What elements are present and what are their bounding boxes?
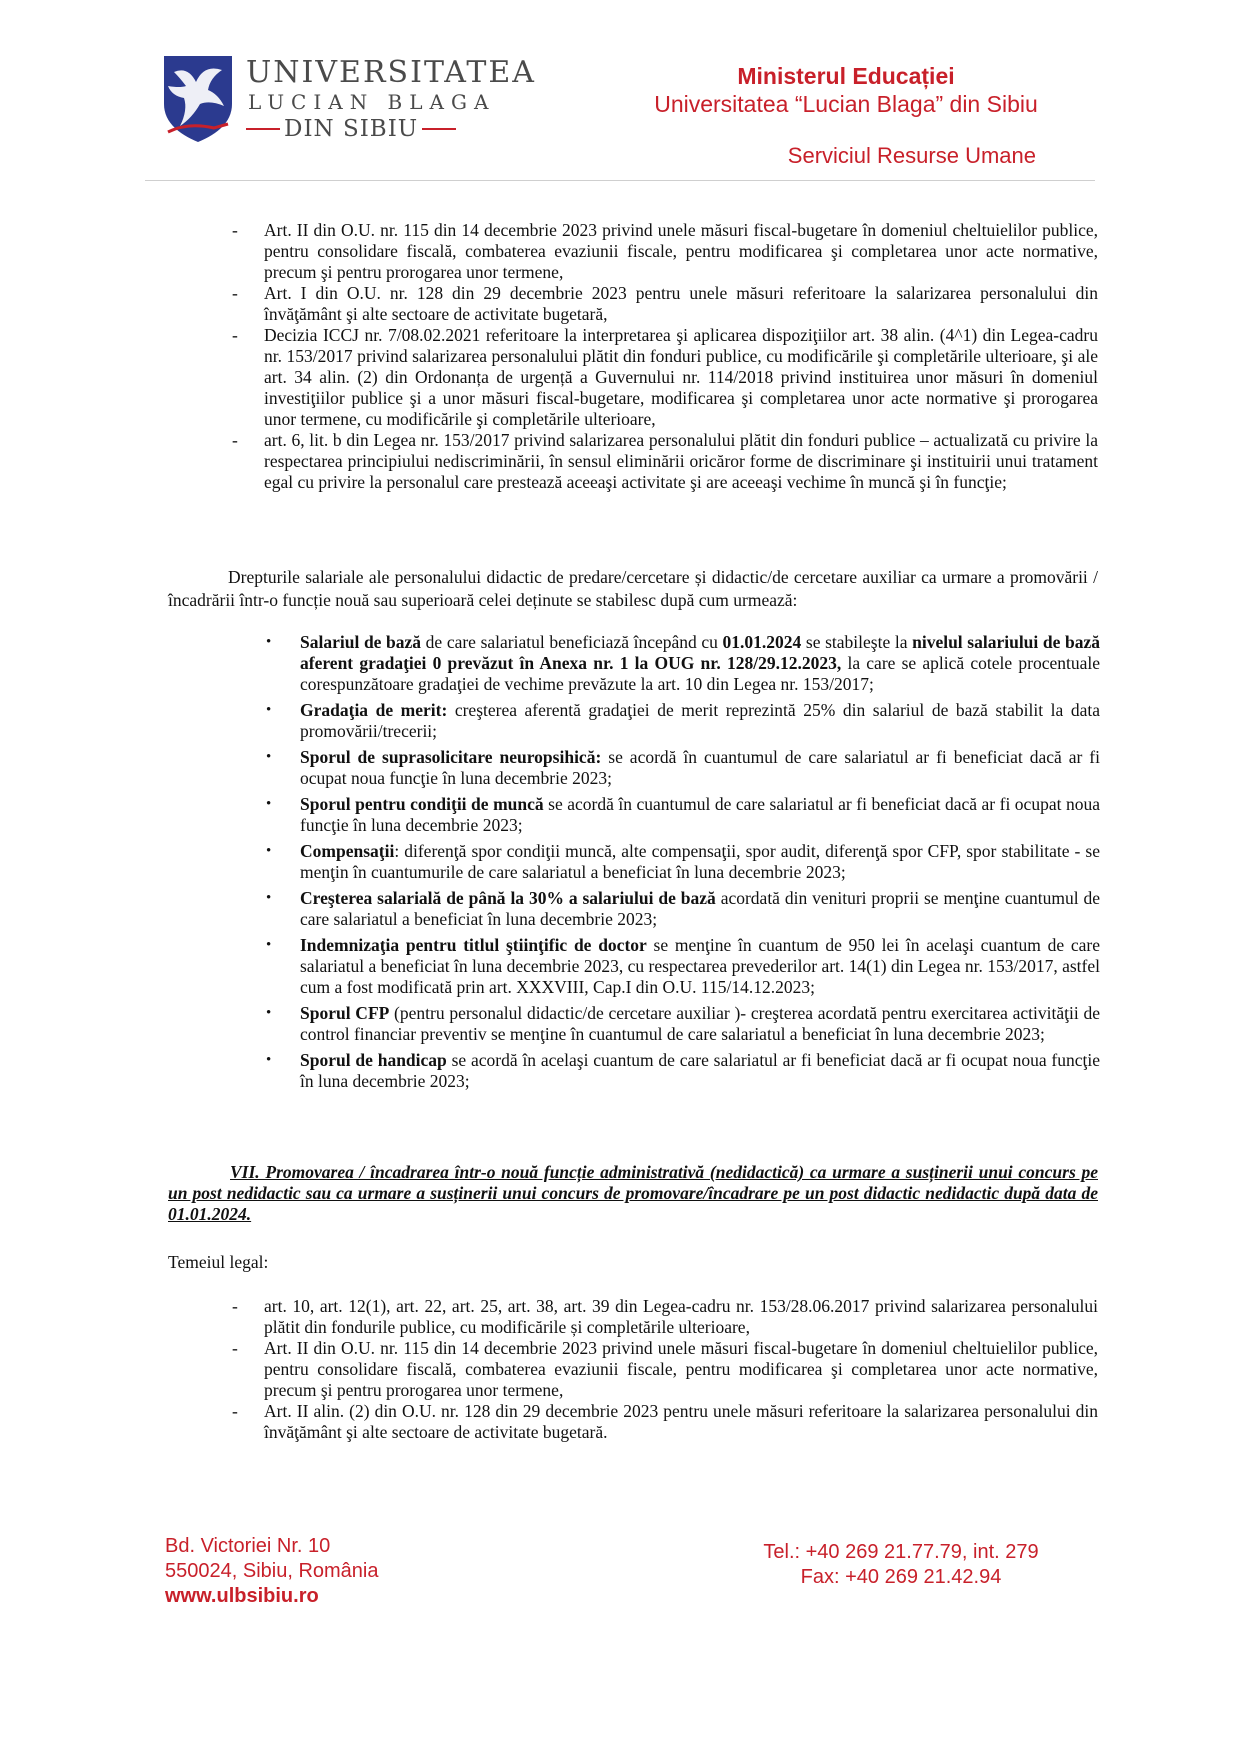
bullet-text: de care salariatul beneficiază începând cu — [421, 632, 723, 652]
department-name: Serviciul Resurse Umane — [787, 143, 1036, 168]
list-item: - Art. I din O.U. nr. 128 din 29 decembrie 2023 pentru unele măsuri referitoare la salarizarea personalului din învăţământ şi alte sectoare de activitate bugetară, — [228, 283, 1098, 325]
list-item — [300, 794, 1100, 836]
bottom-legal-list — [228, 1296, 1098, 1443]
footer-contact — [701, 1540, 1101, 1590]
list-item: - Art. II din O.U. nr. 115 din 14 decembrie 2023 privind unele măsuri fiscal-bugetare în domeniul cheltuielilor publice, pentru consolidare fiscală, combaterea evaziunii fiscale, pentru modificarea şi completarea unor acte normative, precum şi pentru prorogarea unor termene, — [228, 220, 1098, 283]
ministry-title: Ministerul Educației — [737, 63, 955, 89]
bullet-text: creşterea aferentă gradaţiei de merit reprezintă 25% din salariul de bază stabilit la data promovării/trecerii; — [300, 700, 1100, 741]
bullet-bold: Salariul de bază — [300, 632, 422, 652]
bullet-bold: 01.01.2024 — [722, 632, 802, 652]
list-item — [300, 747, 1100, 789]
ministry-header — [586, 62, 1106, 118]
logo-rule-left — [246, 128, 280, 130]
list-item — [300, 1003, 1100, 1045]
logo-rule-right — [422, 128, 456, 130]
logo-line-2: LUCIAN BLAGA — [248, 90, 496, 114]
bullet-text: se acordă în cuantumul de care salariatul ar fi beneficiat dacă ar fi ocupat noua funcţie în luna decembrie 2023; — [300, 747, 1100, 788]
list-item: - Decizia ICCJ nr. 7/08.02.2021 referitoare la interpretarea şi aplicarea dispoziţiilor art. 38 alin. (4^1) din Legea-cadru nr. 153/2017 privind salarizarea personalului plătit din fonduri publice, cu modificările şi completările ulterioare, şi ale art. 34 alin. (2) din Ordonanța de urgență a Guvernului nr. 114/2018 privind instituirea unor măsuri în domeniul investiţiilor publice şi a unor măsuri fiscal-bugetare, modificarea şi completarea unor acte normative şi prorogarea unor termene, cu modificările şi completările ulterioare, — [228, 325, 1098, 430]
list-item — [300, 700, 1100, 742]
intro-paragraph: Drepturile salariale ale personalului didactic de predare/cercetare și didactic/de cercetare auxiliar ca urmare a promovării / încadrării într-o funcție nouă sau superioară celei deținute se stabilesc după cum urmează: — [168, 567, 1098, 610]
list-item: - Art. II alin. (2) din O.U. nr. 128 din 29 decembrie 2023 pentru unele măsuri referitoare la salarizarea personalului din învăţământ şi alte sectoare de activitate bugetară. — [228, 1401, 1098, 1443]
section-heading: VII. Promovarea / încadrarea într-o nouă funcție administrativă (nedidactică) ca urmare a susținerii unui concurs pe un post nedidactic sau ca urmare a susținerii unui concurs de promovare/încadrare pe un post didactic nedidactic după data de 01.01.2024. — [168, 1162, 1098, 1224]
list-item — [300, 935, 1100, 998]
footer-address — [165, 1534, 378, 1609]
bullet-text: : diferenţă spor condiţii muncă, alte compensaţii, spor audit, diferenţă spor CFP, spor stabilitate - se menţin în cuantumurile de care salariatul a beneficiat în luna decembrie 2023; — [300, 841, 1100, 882]
fax-number: Fax: +40 269 21.42.94 — [800, 1566, 1002, 1588]
phone-number: Tel.: +40 269 21.77.79, int. 279 — [763, 1541, 1039, 1563]
address-line-1: Bd. Victoriei Nr. 10 — [165, 1535, 331, 1557]
university-name: Universitatea “Lucian Blaga” din Sibiu — [654, 91, 1038, 117]
list-item: - Art. II din O.U. nr. 115 din 14 decembrie 2023 privind unele măsuri fiscal-bugetare în domeniul cheltuielilor publice, pentru consolidare fiscală, combaterea evaziunii fiscale, pentru modificarea şi completarea unor acte normative, precum şi pentru prorogarea unor termene, — [228, 1338, 1098, 1401]
bullet-bold: Creşterea salarială de până la 30% a salariului de bază — [300, 888, 716, 908]
bullet-text: acordată din venituri proprii se menţine cuantumul de care salariatul a beneficiat în luna decembrie 2023; — [300, 888, 1100, 929]
header-divider — [145, 180, 1095, 181]
bullet-text: se menţine în cuantum de 950 lei în acelaşi cuantum de care salariatul a beneficiat în luna decembrie 2023, cu respectarea prevederilor art. 14(1) din Legea nr. 153/2017, astfel cum a fost modificată prin art. XXXVIII, Cap.I din O.U. 115/14.12.2023; — [300, 935, 1100, 997]
bullet-text: la care se aplică cotele procentuale corespunzătoare gradaţiei de vechime prevăzute la art. 10 din Legea nr. 153/2017; — [300, 653, 1100, 694]
address-line-2: 550024, Sibiu, România — [165, 1560, 379, 1582]
bullet-text: se acordă în acelaşi cuantum de care salariatul ar fi beneficiat dacă ar fi ocupat noua funcţie în luna decembrie 2023; — [300, 1050, 1100, 1091]
website-link[interactable]: www.ulbsibiu.ro — [165, 1585, 319, 1607]
top-legal-list — [228, 220, 1098, 493]
university-logo — [158, 52, 536, 152]
bullet-bold: Sporul de handicap — [300, 1050, 447, 1070]
list-item: - art. 6, lit. b din Legea nr. 153/2017 privind salarizarea personalului plătit din fonduri publice – actualizată cu privire la respectarea principiului nediscriminării, în sensul eliminării oricăror forme de discriminare şi instituirii unui tratament egal cu privire la personalul care prestează aceeaşi activitate şi are aceeaşi vechime în muncă şi în funcţie; — [228, 430, 1098, 493]
list-item — [300, 632, 1100, 695]
bullet-bold: Gradaţia de merit: — [300, 700, 448, 720]
logo-line-3 — [246, 114, 536, 144]
eagle-shield-icon — [158, 52, 238, 144]
bullet-bold: Sporul de suprasolicitare neuropsihică: — [300, 747, 602, 767]
bullet-bold: Compensaţii — [300, 841, 395, 861]
bullet-bold: Indemnizaţia pentru titlul ştiinţific de doctor — [300, 935, 647, 955]
logo-line-3-text: DIN SIBIU — [284, 116, 419, 142]
bullet-text: se acordă în cuantumul de care salariatul ar fi beneficiat dacă ar fi ocupat noua funcţie în luna decembrie 2023; — [300, 794, 1100, 835]
list-item — [300, 841, 1100, 883]
list-item — [300, 1050, 1100, 1092]
list-item: - art. 10, art. 12(1), art. 22, art. 25, art. 38, art. 39 din Legea-cadru nr. 153/28.06.2017 privind salarizarea personalului plătit din fondurile publice, cu modificările și completările ulterioare, — [228, 1296, 1098, 1338]
bullet-bold: nivelul salariului de bază aferent gradaţiei 0 prevăzut în Anexa nr. 1 la OUG nr. 128/29.12.2023, — [300, 632, 1101, 673]
salary-rights-list — [300, 632, 1100, 1097]
list-item — [300, 888, 1100, 930]
bullet-bold: Sporul pentru condiţii de muncă — [300, 794, 544, 814]
bullet-bold: Sporul CFP — [300, 1003, 390, 1023]
legal-basis-label: Temeiul legal: — [168, 1252, 269, 1272]
logo-line-1: UNIVERSITATEA — [246, 55, 536, 90]
bullet-text: (pentru personalul didactic/de cercetare auxiliar )- creşterea acordată pentru exercitarea activităţii de control financiar preventiv se menţine în cuantumul de care salariatul a beneficiat în luna decembrie 2023; — [300, 1003, 1100, 1044]
bullet-text: se stabileşte la — [801, 632, 913, 652]
